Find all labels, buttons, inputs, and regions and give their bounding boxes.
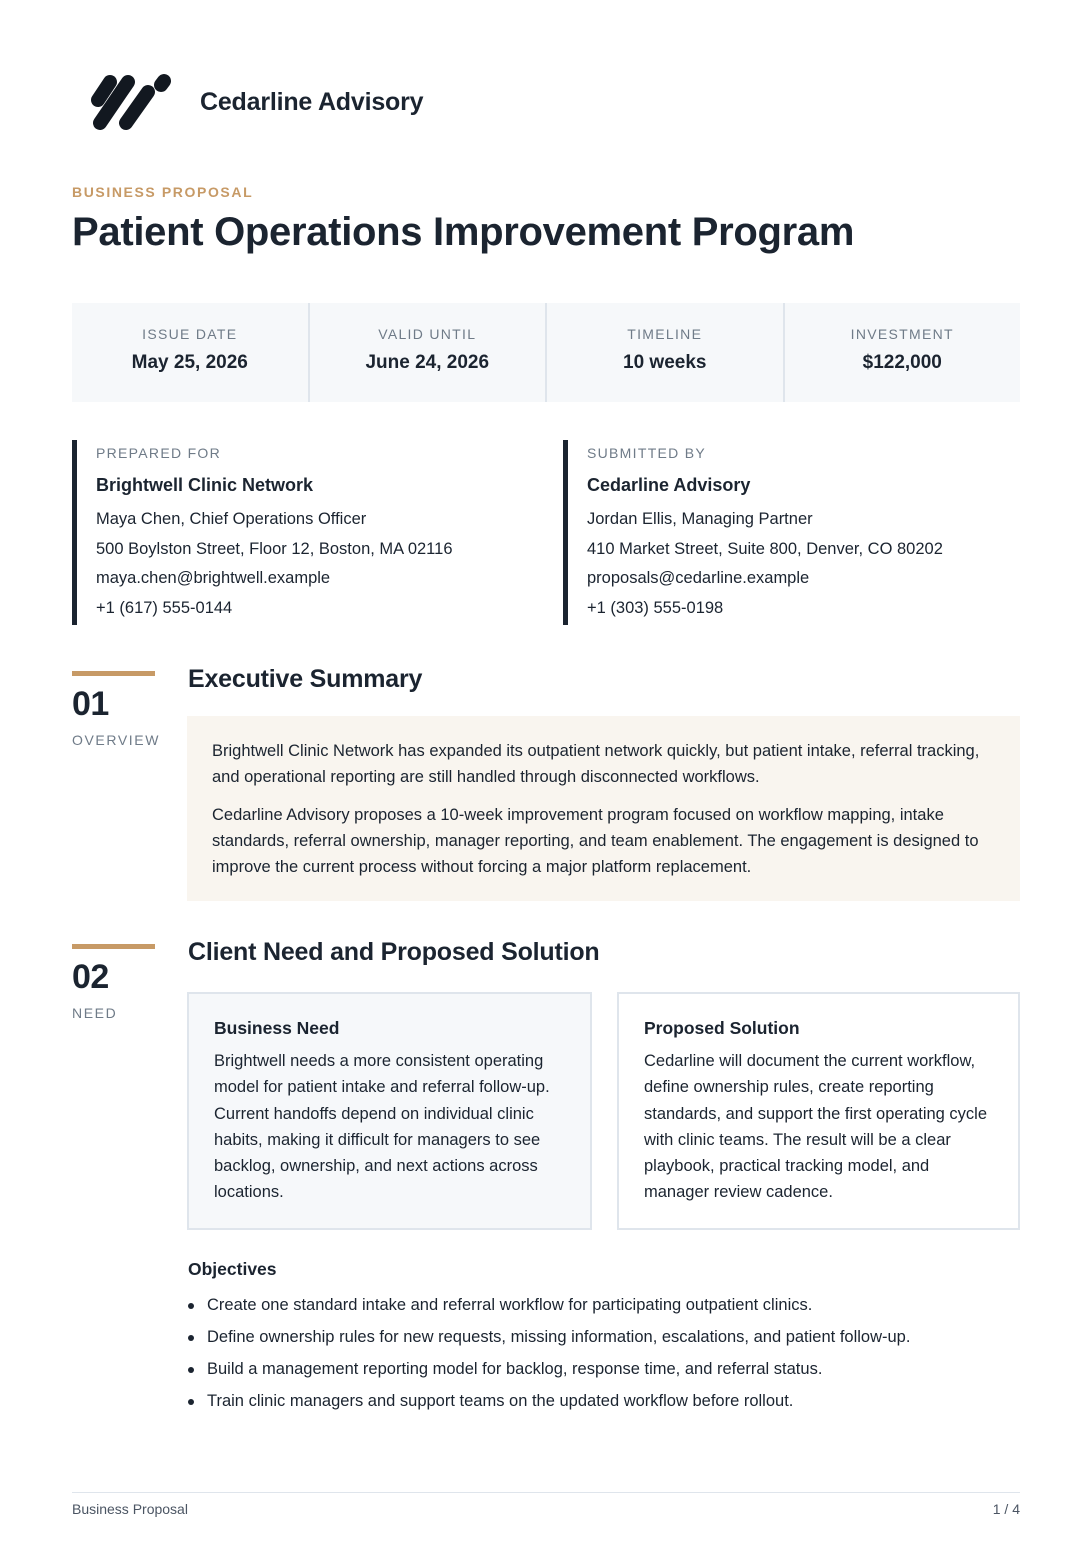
footer-document-label: Business Proposal	[72, 1501, 188, 1517]
brand-header	[88, 70, 423, 134]
section-marker-overview	[72, 671, 161, 748]
objectives-list	[188, 1292, 910, 1420]
section-number: 02	[72, 958, 109, 996]
meta-label: INVESTMENT	[850, 326, 954, 342]
contact-email: proposals@cedarline.example	[587, 569, 810, 587]
objective-item: Create one standard intake and referral workflow for participating outpatient clinics.	[188, 1292, 910, 1324]
contact-email: maya.chen@brightwell.example	[96, 569, 331, 587]
proposed-solution-card	[617, 992, 1020, 1230]
meta-label: TIMELINE	[627, 326, 703, 342]
card-title: Proposed Solution	[644, 1018, 800, 1038]
card-body: Cedarline will document the current workflow, define ownership rules, create reporting standards, and support the first operating cycle with clinic teams. The result will be a clear playbook, practical tracking model, and manager review cadence.	[644, 1052, 988, 1202]
summary-paragraph: Brightwell Clinic Network has expanded its outpatient network quickly, but patient intake, referral tracking, and operational reporting are still handled through disconnected workflows.	[212, 742, 980, 786]
meta-label: ISSUE DATE	[142, 326, 238, 342]
business-need-card	[187, 992, 592, 1230]
section-number: 01	[72, 685, 109, 723]
meta-label: VALID UNTIL	[378, 326, 477, 342]
footer-divider	[72, 1492, 1020, 1493]
summary-paragraph: Cedarline Advisory proposes a 10-week improvement program focused on workflow mapping, intake standards, referral ownership, manager reporting, and team enablement. The engagement is designed to improve the current process without forcing a major platform replacement.	[212, 806, 979, 876]
prepared-for-block	[72, 440, 542, 625]
section-subtitle: NEED	[72, 1005, 118, 1021]
meta-timeline	[547, 303, 785, 402]
party-label: PREPARED FOR	[96, 445, 222, 461]
executive-summary-box	[187, 716, 1020, 901]
party-label: SUBMITTED BY	[587, 445, 707, 461]
section-subtitle: OVERVIEW	[72, 732, 161, 748]
section-title-client-need: Client Need and Proposed Solution	[188, 938, 600, 966]
objectives-heading: Objectives	[188, 1259, 277, 1279]
brand-name: Cedarline Advisory	[200, 87, 424, 116]
party-org-name: Cedarline Advisory	[587, 475, 751, 495]
objective-item: Build a management reporting model for backlog, response time, and referral status.	[188, 1356, 910, 1388]
card-body: Brightwell needs a more consistent operating model for patient intake and referral follow-up. Current handoffs depend on individual clinic habits, making it difficult for managers to see backlog, ownership, and next actions across locations.	[214, 1052, 550, 1202]
meta-issue-date	[72, 303, 310, 402]
footer-page-number: 1 / 4	[992, 1501, 1020, 1517]
proposal-meta-strip	[72, 303, 1020, 402]
contact-address: 500 Boylston Street, Floor 12, Boston, MA 02116	[96, 539, 453, 558]
meta-investment	[785, 303, 1021, 402]
meta-value: May 25, 2026	[131, 352, 248, 373]
meta-value: 10 weeks	[623, 352, 707, 373]
objective-item: Define ownership rules for new requests, missing information, escalations, and patient follow-up.	[188, 1324, 910, 1356]
meta-valid-until	[310, 303, 548, 402]
objective-item: Train clinic managers and support teams on the updated workflow before rollout.	[188, 1388, 910, 1420]
contact-name: Jordan Ellis, Managing Partner	[587, 510, 813, 528]
party-org-name: Brightwell Clinic Network	[96, 475, 314, 495]
section-marker-need	[72, 944, 155, 1021]
section-accent-bar	[72, 944, 155, 949]
submitted-by-block	[563, 440, 1023, 625]
card-title: Business Need	[214, 1018, 340, 1038]
contact-phone: +1 (303) 555-0198	[587, 598, 724, 617]
contact-phone: +1 (617) 555-0144	[96, 598, 233, 617]
contact-name: Maya Chen, Chief Operations Officer	[96, 510, 367, 528]
document-eyebrow: BUSINESS PROPOSAL	[72, 184, 254, 200]
meta-value: June 24, 2026	[365, 352, 490, 373]
document-title: Patient Operations Improvement Program	[72, 210, 855, 254]
section-title-executive-summary: Executive Summary	[188, 665, 423, 693]
section-accent-bar	[72, 671, 155, 676]
meta-value: $122,000	[862, 352, 942, 373]
slash-marks-logo-icon	[88, 70, 180, 134]
contact-address: 410 Market Street, Suite 800, Denver, CO 80202	[587, 539, 943, 558]
